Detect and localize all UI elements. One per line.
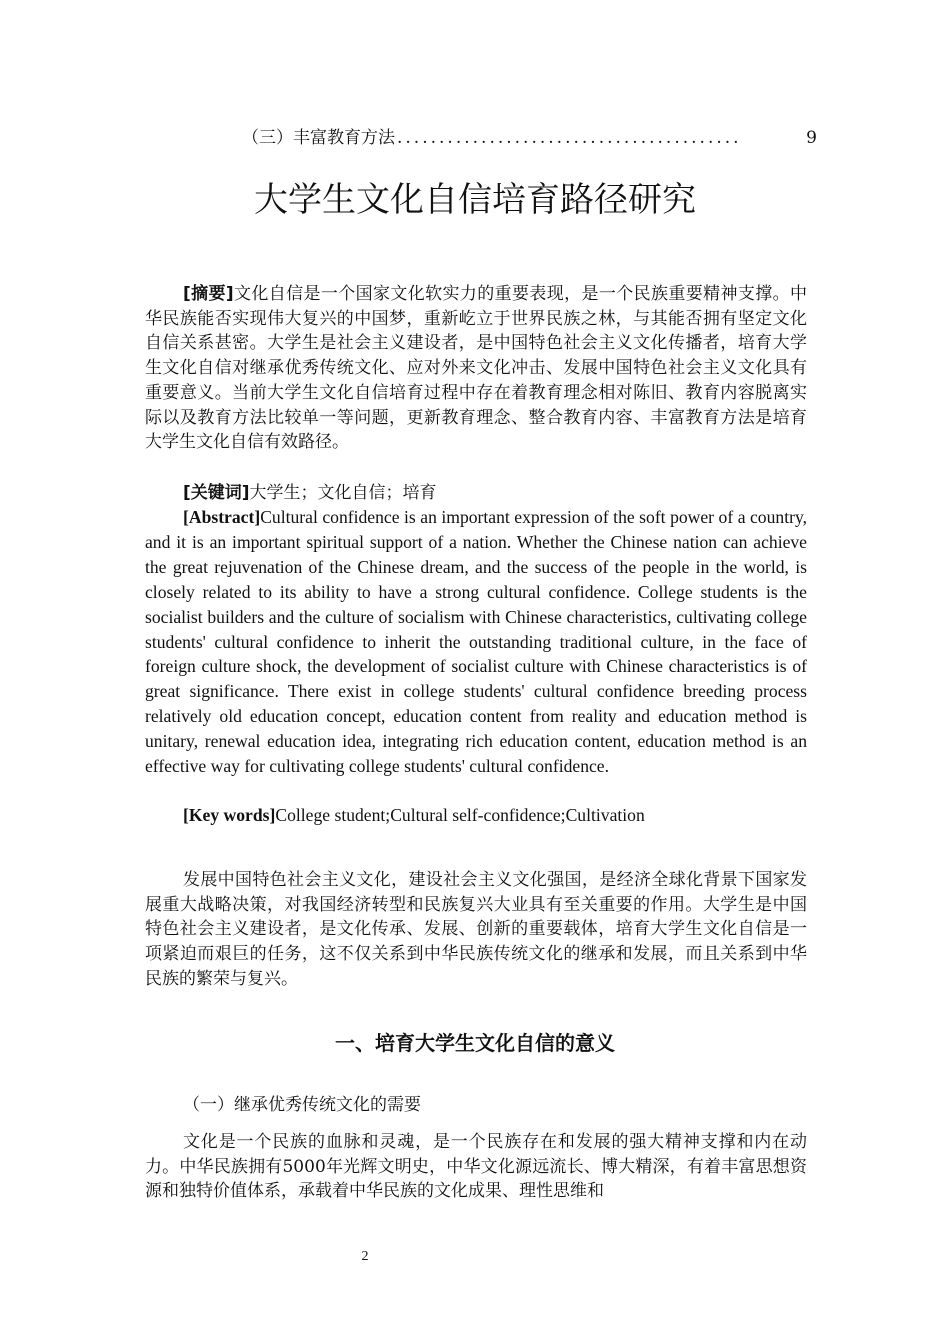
abstract-en-text: Cultural confidence is an important expression of the soft power of a country, and it is an important spiritual support of a nation. Whether the Chinese nation can achieve the great rejuvenation of the Chinese dream, and the success of the people in the world, is closely related to its ability to have a strong cultural confidence. College students is the socialist builders and the culture of socialism with Chinese characteristics, cultivating college students' cultural confidence to inherit the outstanding traditional culture, in the face of foreign culture shock, the development of socialist culture with Chinese characteristics is of great significance. There exist in college students' cultural confidence breeding process relatively old education concept, education content from reality and education method is unitary, renewal education idea, integrating rich education content, education method is an effective way for cultivating college students' cultural confidence. — [145, 507, 807, 777]
page-number: 2 — [361, 1249, 369, 1264]
toc-leader-dots: ......................................... — [397, 128, 742, 148]
keywords-en-label: [Key words] — [183, 805, 276, 825]
keywords-zh-text: 大学生；文化自信；培育 — [249, 483, 437, 503]
section-heading: 一、培育大学生文化自信的意义 — [335, 1031, 615, 1055]
abstract-zh-text: 文化自信是一个国家文化软实力的重要表现，是一个民族重要精神支撑。中华民族能否实现伟大复兴的中国梦，重新屹立于世界民族之林，与其能否拥有坚定文化自信关系甚密。大学生是社会主义建设者，是中国特色社会主义文化传播者，培育大学生文化自信对继承优秀传统文化、应对外来文化冲击、发展中国特色社会主义文化具有重要意义。当前大学生文化自信培育过程中存在着教育理念相对陈旧、教育内容脱离实际以及教育方法比较单一等问题，更新教育理念、整合教育内容、丰富教育方法是培育大学生文化自信有效路径。 — [145, 284, 808, 453]
document-title: 大学生文化自信培育路径研究 — [254, 180, 696, 220]
intro-paragraph: 发展中国特色社会主义文化，建设社会主义文化强国，是经济全球化背景下国家发展重大战略决策，对我国经济转型和民族复兴大业具有至关重要的作用。大学生是中国特色社会主义建设者，是文化传承、发展、创新的重要载体，培育大学生文化自信是一项紧迫而艰巨的任务，这不仅关系到中华民族传统文化的继承和发展，而且关系到中华民族的繁荣与复兴。 — [145, 870, 807, 989]
toc-entry[interactable] — [242, 126, 817, 150]
keywords-en-text: College student;Cultural self-confidence;Cultivation — [275, 805, 645, 825]
abstract-en — [145, 505, 807, 779]
keywords-zh-label: [关键词] — [183, 483, 250, 503]
section-paragraph: 文化是一个民族的血脉和灵魂，是一个民族存在和发展的强大精神支撑和内在动力。中华民族拥有5000年光辉文明史，中华文化源远流长、博大精深，有着丰富思想资源和独特价值体系，承载着中华民族的文化成果、理性思维和 — [145, 1132, 807, 1202]
toc-page-number: 9 — [806, 128, 817, 148]
abstract-zh-label: [摘要] — [183, 284, 234, 304]
abstract-en-label: [Abstract] — [183, 507, 261, 527]
abstract-zh — [145, 282, 807, 455]
subsection-heading: （一）继承优秀传统文化的需要 — [183, 1095, 421, 1115]
keywords-en — [145, 803, 807, 828]
toc-entry-label: （三）丰富教育方法 — [242, 128, 395, 148]
keywords-zh — [145, 481, 807, 506]
